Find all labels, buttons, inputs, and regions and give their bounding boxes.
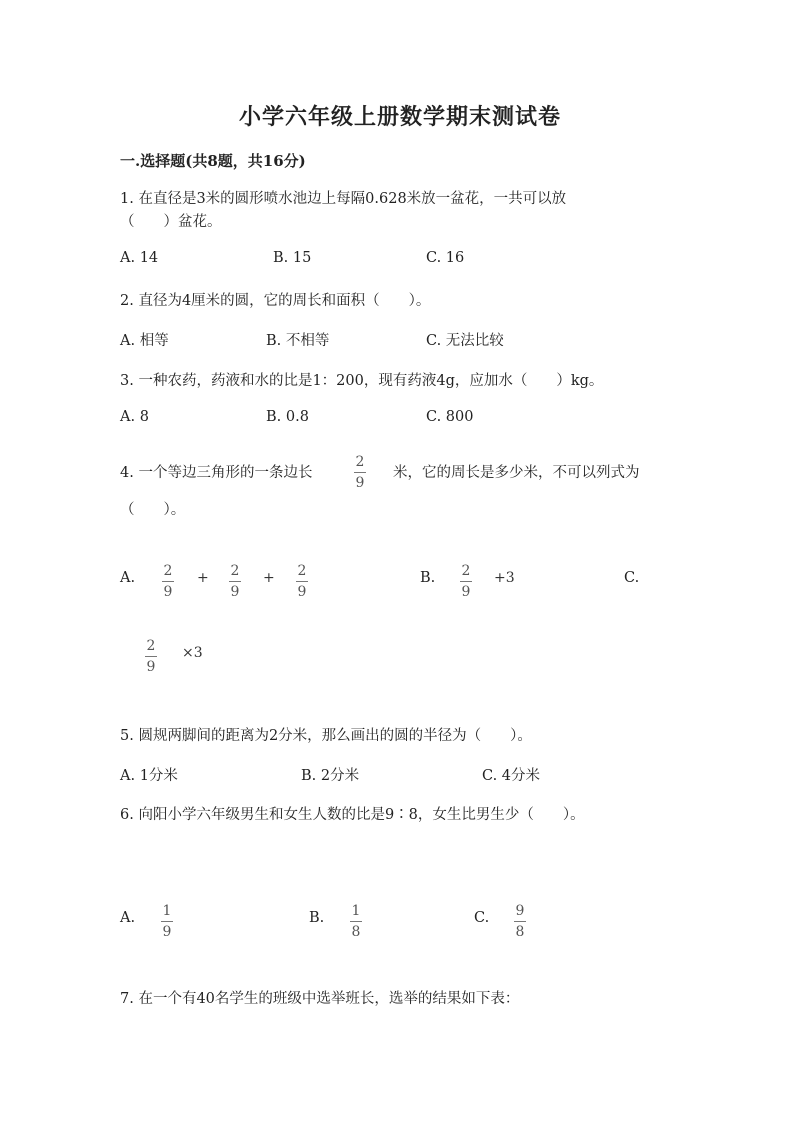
fraction-denominator: 8: [515, 924, 525, 940]
fraction-bar: [161, 921, 173, 922]
page-title: 小学六年级上册数学期末测试卷: [238, 104, 561, 130]
question-4-option-c-suffix: ×3: [182, 645, 203, 661]
fraction-bar: [460, 581, 472, 582]
fraction-denominator: 9: [297, 584, 307, 600]
fraction-bar: [229, 581, 241, 582]
question-6-option-a[interactable]: A.: [120, 910, 136, 926]
question-6-option-c-fraction: [514, 904, 526, 939]
question-4-option-c-fraction: [145, 639, 157, 674]
question-4-option-b-fraction: [460, 564, 472, 599]
question-6-option-b[interactable]: B.: [309, 910, 325, 926]
fraction-numerator: 2: [163, 563, 173, 579]
fraction-bar: [514, 921, 526, 922]
question-3-option-b[interactable]: B. 0.8: [266, 409, 309, 425]
fraction-bar: [354, 472, 366, 473]
fraction-bar: [162, 581, 174, 582]
plus-sign: +: [197, 570, 209, 586]
question-2-option-a[interactable]: A. 相等: [120, 333, 169, 349]
question-2-text: 2. 直径为4厘米的圆，它的周长和面积（ ）。: [120, 293, 431, 309]
question-4-fraction: [354, 455, 366, 490]
question-6-option-c[interactable]: C.: [474, 910, 490, 926]
question-6-option-b-fraction: [350, 904, 362, 939]
question-3-option-a[interactable]: A. 8: [120, 409, 149, 425]
question-5-option-b[interactable]: B. 2分米: [301, 768, 360, 784]
question-1-text-cont: （ ）盆花。: [120, 214, 222, 230]
question-1-option-c[interactable]: C. 16: [426, 250, 465, 266]
fraction-denominator: 9: [146, 659, 156, 675]
fraction-denominator: 8: [351, 924, 361, 940]
question-4-text-line2: （ ）。: [120, 502, 186, 518]
question-5-text: 5. 圆规两脚间的距离为2分米，那么画出的圆的半径为（ ）。: [120, 728, 532, 744]
fraction-numerator: 1: [351, 903, 361, 919]
question-4-option-c[interactable]: C.: [624, 570, 640, 586]
fraction-bar: [350, 921, 362, 922]
fraction-numerator: 2: [461, 563, 471, 579]
question-4-option-a-fraction-2: [229, 564, 241, 599]
question-4-option-b[interactable]: B.: [420, 570, 436, 586]
question-1-option-b[interactable]: B. 15: [273, 250, 312, 266]
question-1-option-a[interactable]: A. 14: [120, 250, 159, 266]
plus-sign: +: [263, 570, 275, 586]
fraction-numerator: 2: [355, 454, 365, 470]
fraction-numerator: 2: [297, 563, 307, 579]
section-heading: 一.选择题(共8题，共16分): [120, 152, 306, 170]
fraction-numerator: 1: [162, 903, 172, 919]
question-6-text: 6. 向阳小学六年级男生和女生人数的比是9∶8，女生比男生少（ ）。: [120, 807, 585, 823]
fraction-denominator: 9: [162, 924, 172, 940]
question-5-option-a[interactable]: A. 1分米: [120, 768, 178, 784]
question-2-option-b[interactable]: B. 不相等: [266, 333, 330, 349]
fraction-denominator: 9: [461, 584, 471, 600]
question-4-option-b-suffix: +3: [494, 570, 515, 586]
question-4-text-cont: 米，它的周长是多少米，不可以列式为: [393, 465, 640, 481]
question-2-option-c[interactable]: C. 无法比较: [426, 333, 504, 349]
fraction-bar: [296, 581, 308, 582]
question-5-option-c[interactable]: C. 4分米: [482, 768, 541, 784]
fraction-denominator: 9: [163, 584, 173, 600]
fraction-numerator: 2: [230, 563, 240, 579]
fraction-numerator: 9: [515, 903, 525, 919]
question-3-text: 3. 一种农药，药液和水的比是1：200，现有药液4g，应加水（ ）kg。: [120, 373, 604, 389]
question-4-option-a[interactable]: A.: [120, 570, 136, 586]
question-7-text: 7. 在一个有40名学生的班级中选举班长，选举的结果如下表：: [120, 991, 520, 1007]
fraction-denominator: 9: [355, 475, 365, 491]
question-3-option-c[interactable]: C. 800: [426, 409, 474, 425]
fraction-denominator: 9: [230, 584, 240, 600]
question-4-text: 4. 一个等边三角形的一条边长: [120, 465, 313, 481]
question-1-text: 1. 在直径是3米的圆形喷水池边上每隔0.628米放一盆花，一共可以放: [120, 191, 567, 207]
question-4-option-a-fraction-1: [162, 564, 174, 599]
question-6-option-a-fraction: [161, 904, 173, 939]
fraction-bar: [145, 656, 157, 657]
question-4-option-a-fraction-3: [296, 564, 308, 599]
fraction-numerator: 2: [146, 638, 156, 654]
